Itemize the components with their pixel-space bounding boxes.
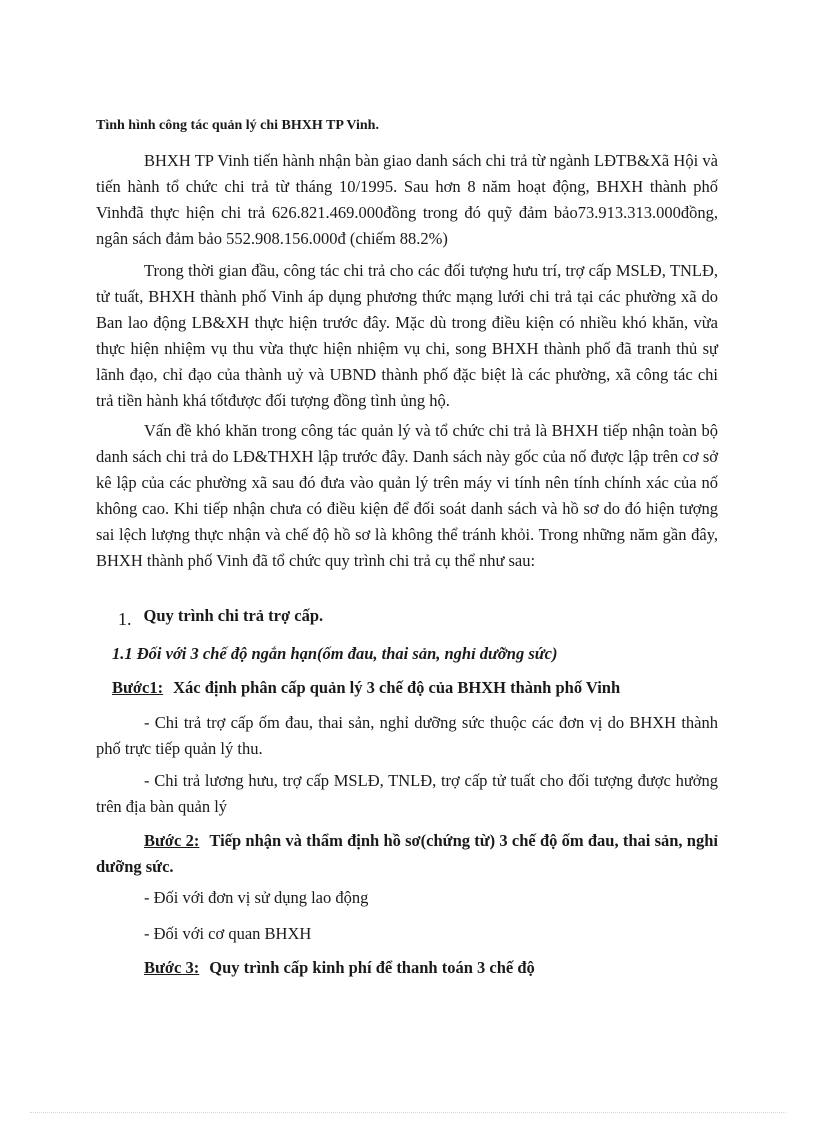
subsection-title: 1.1 Đối với 3 chế độ ngắn hạn(ốm đau, thai sản, nghỉ dưỡng sức) [112, 644, 558, 663]
step-1 [112, 678, 620, 698]
step-2-bullet: - Đối với cơ quan BHXH [144, 924, 312, 943]
paragraph-difficulties: Vấn đề khó khăn trong công tác quản lý và tổ chức chi trả là BHXH tiếp nhận toàn bộ danh sách chi trả do LĐ&THXH lập trước đây. Danh sách này gốc của nố được lập trên cơ sở kê lập của các phường xã sau đó đưa vào quản lý trên máy vi tính nên tính chính xác của nố không cao. Khi tiếp nhận chưa có điều kiện để đối soát danh sách và hồ sơ do đó hiện tượng sai lệch lượng thực nhận và chế độ hồ sơ là không thể tránh khỏi. Trong những năm gần đây, BHXH thành phố Vinh đã tổ chức quy trình chi trả cụ thể như sau: [96, 421, 718, 570]
section-title [118, 606, 323, 627]
step-3 [144, 958, 535, 978]
step-1-bullet: - Chi trả trợ cấp ốm đau, thai sản, nghỉ dưỡng sức thuộc các đơn vị do BHXH thành phố trực tiếp quản lý thu. [96, 713, 718, 758]
section-number: 1. [118, 609, 132, 629]
step-1-bullet: - Chi trả lương hưu, trợ cấp MSLĐ, TNLĐ, trợ cấp tử tuất cho đối tượng được hưởng trên địa bàn quản lý [96, 771, 718, 816]
page-bottom-divider [30, 1112, 786, 1113]
step-3-label: Bước 3: [144, 958, 200, 977]
paragraph-initial-period: Trong thời gian đầu, công tác chi trả cho các đối tượng hưu trí, trợ cấp MSLĐ, TNLĐ, tử tuất, BHXH thành phố Vinh áp dụng phương thức mạng lưới chi trả tại các phường xã do Ban lao động LB&XH thực hiện trước đây. Mặc dù trong điều kiện có nhiều khó khăn, vừa thực hiện nhiệm vụ thu vừa thực hiện nhiệm vụ chi, song BHXH thành phố đã tranh thủ sự lãnh đạo, chỉ đạo của thành uỷ và UBND thành phố đặc biệt là các phường, xã công tác chi trả tiền hành khá tốtđược đối tượng đồng tình ủng hộ. [96, 261, 718, 410]
step-2-bullet: - Đối với đơn vị sử dụng lao động [144, 888, 369, 907]
paragraph-handover: BHXH TP Vinh tiến hành nhận bàn giao danh sách chi trả từ ngành LĐTB&Xã Hội và tiến hành tổ chức chi trả từ tháng 10/1995. Sau hơn 8 năm hoạt động, BHXH thành phố Vinhđã thực hiện chi trả 626.821.469.000đồng trong đó quỹ đảm bảo73.913.313.000đồng, ngân sách đảm bảo 552.908.156.000đ (chiếm 88.2%) [96, 151, 718, 248]
step-2-text: Tiếp nhận và thẩm định hồ sơ(chứng từ) 3 chế độ ốm đau, thai sản, nghỉ dưỡng sức. [96, 831, 718, 876]
section-title-text: Quy trình chi trả trợ cấp. [143, 606, 324, 625]
step-2-label: Bước 2: [144, 831, 200, 850]
step-1-label: Bước1: [112, 678, 164, 697]
step-2 [96, 828, 718, 880]
document-heading: Tình hình công tác quản lý chi BHXH TP Vinh. [96, 118, 379, 133]
step-3-text: Quy trình cấp kinh phí để thanh toán 3 chế độ [209, 958, 535, 977]
step-1-text: Xác định phân cấp quản lý 3 chế độ của BHXH thành phố Vinh [173, 678, 621, 697]
